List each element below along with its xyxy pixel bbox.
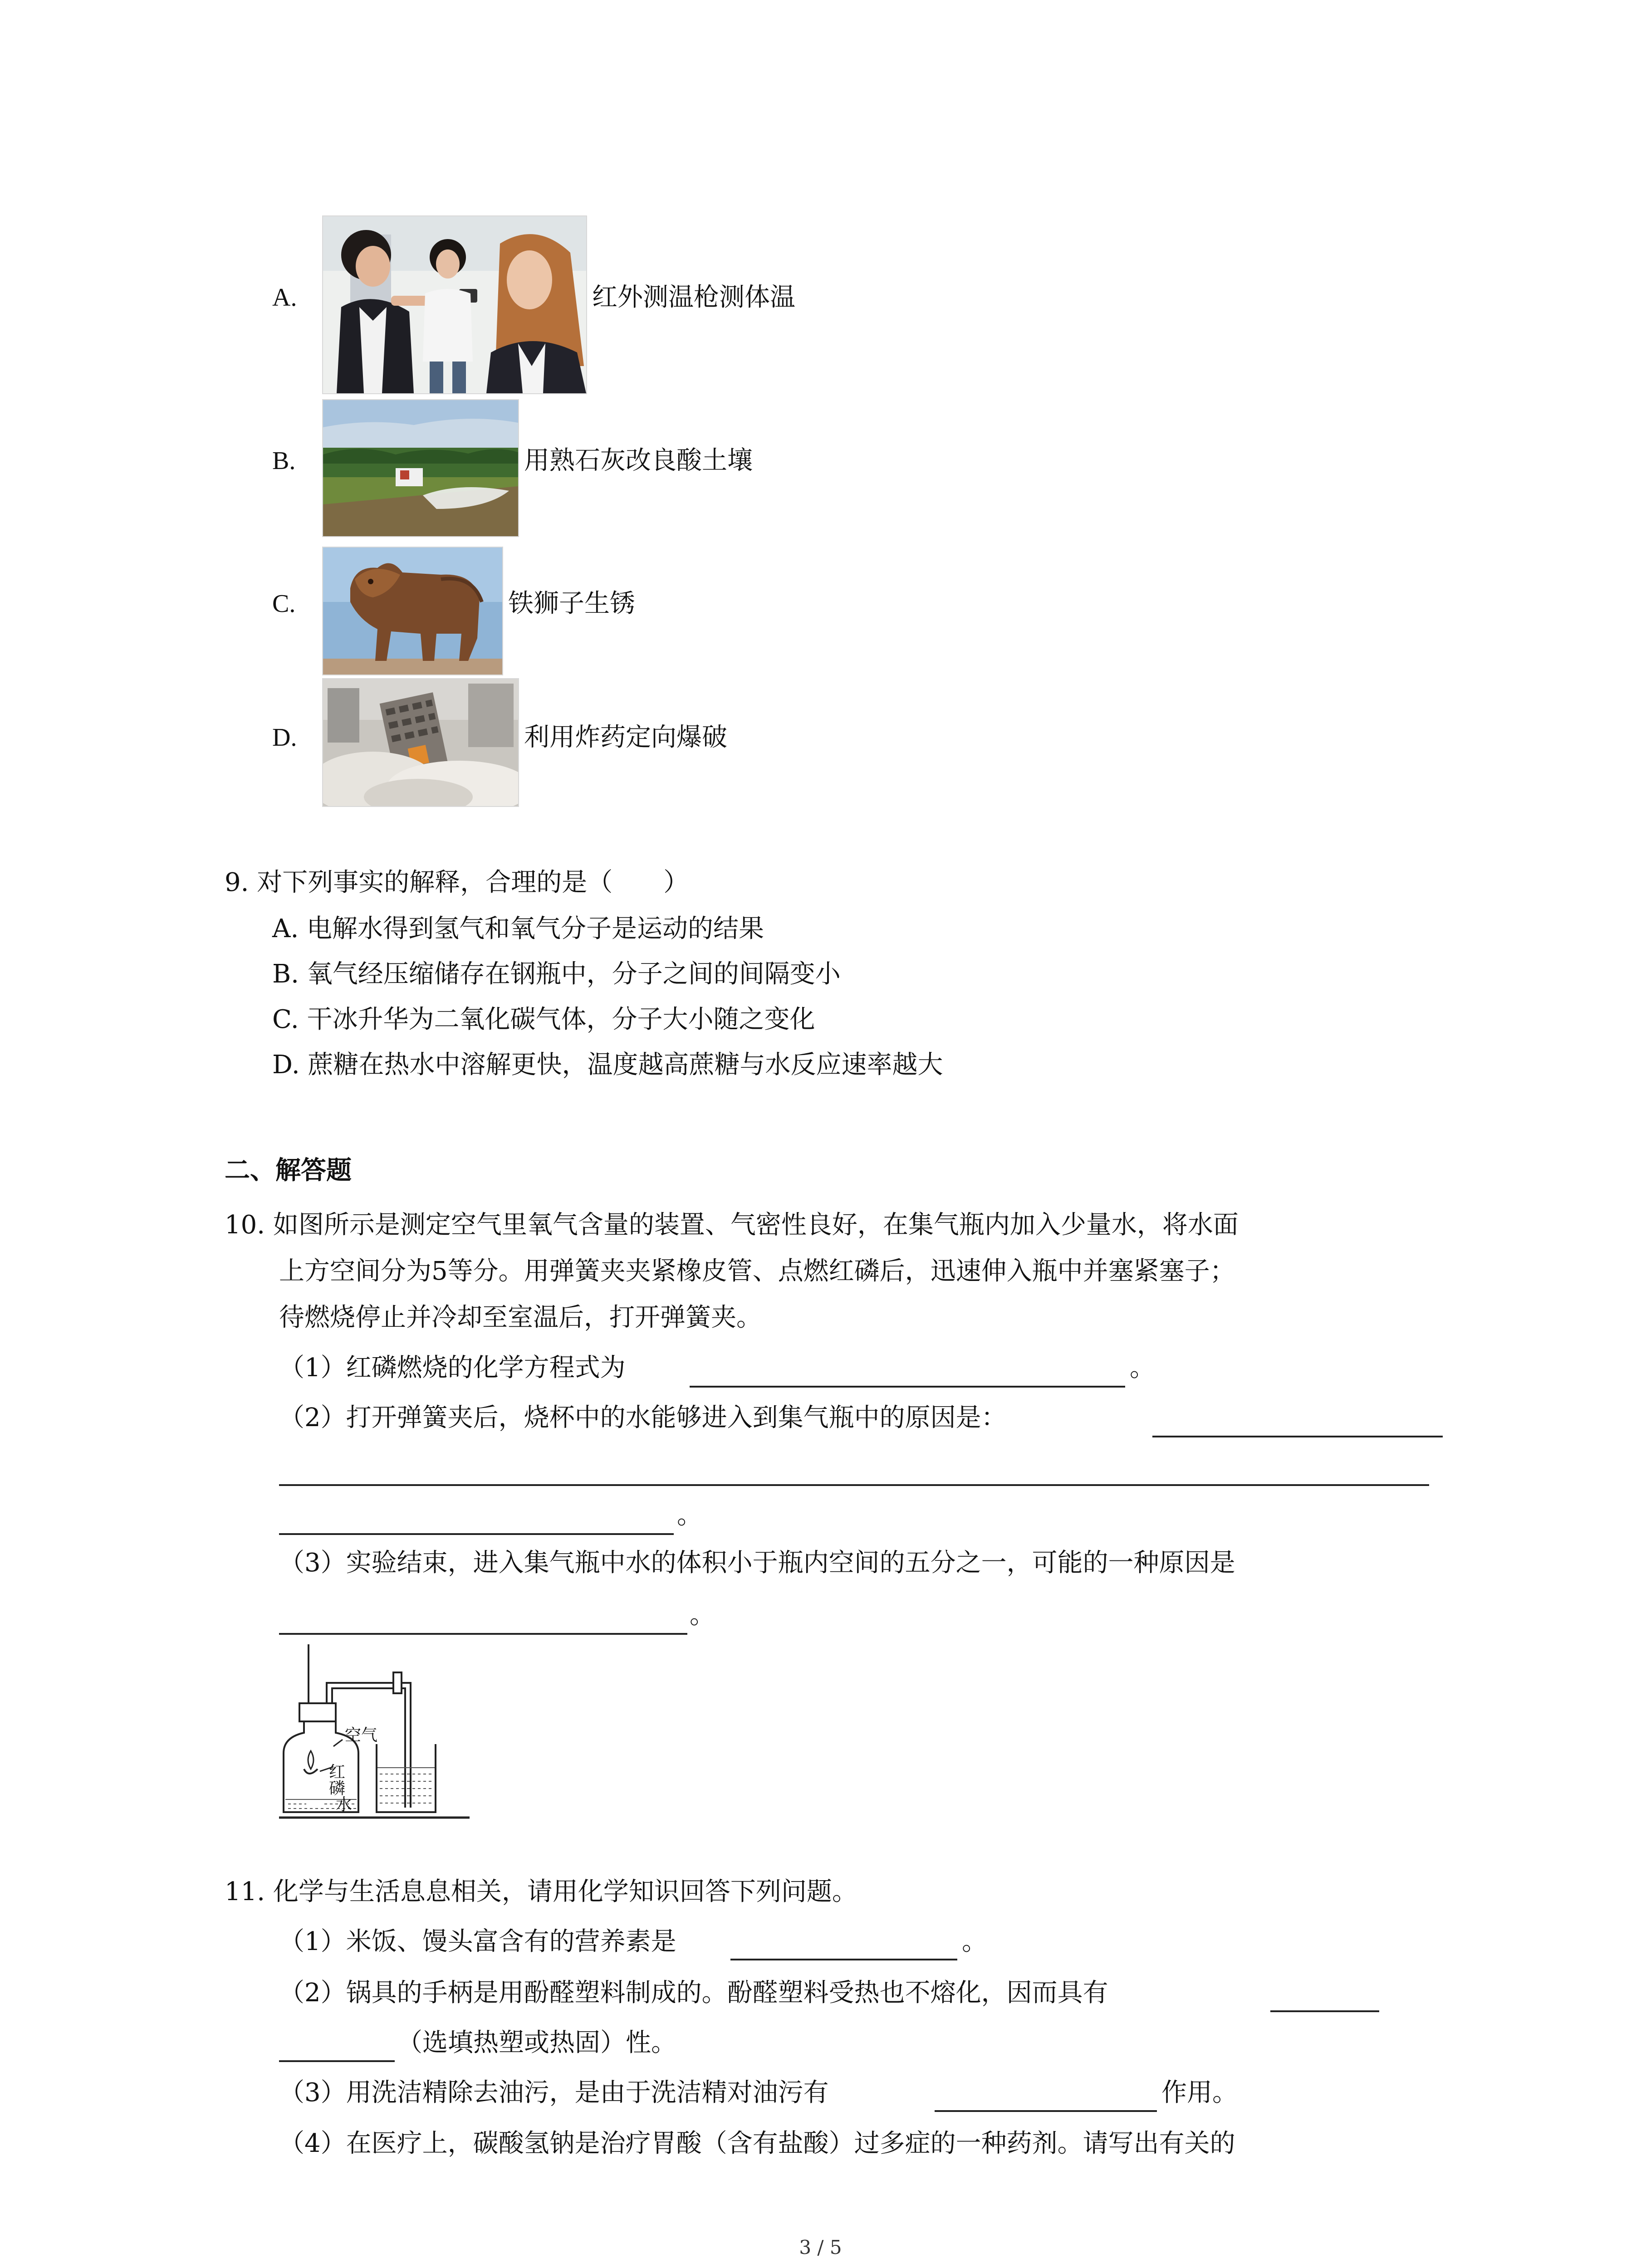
q11-part-1: （1）米饭、馒头富含有的营养素是 (279, 1927, 676, 1956)
q11-part-4: （4）在医疗上，碳酸氢钠是治疗胃酸（含有盐酸）过多症的一种药剂。请写出有关的 (279, 2129, 1235, 2158)
photo-demolition-blast (322, 678, 519, 807)
q10-part-2-answer-blank-2[interactable] (279, 1484, 1429, 1486)
diagram-label-air: 空气 (345, 1726, 378, 1745)
q11-part-2-line-1: （2）锅具的手柄是用酚醛塑料制成的。酚醛塑料受热也不熔化，因而具有 (279, 1978, 1108, 2008)
q10-part-2-period: 。 (677, 1501, 702, 1530)
photo-field-lime-spreading (322, 399, 519, 537)
q10-stem-line-3: 待燃烧停止并冷却至室温后，打开弹簧夹。 (279, 1303, 762, 1332)
q9-option-d: D. 蔗糖在热水中溶解更快，温度越高蔗糖与水反应速率越大 (272, 1050, 943, 1080)
q8-option-c-letter: C. (272, 590, 296, 618)
q10-part-1: （1）红磷燃烧的化学方程式为 (279, 1353, 626, 1383)
q10-part-3-period: 。 (690, 1600, 715, 1630)
q11-part-3-after: 作用。 (1161, 2078, 1238, 2107)
q9-stem: 9. 对下列事实的解释，合理的是（ ） (225, 868, 689, 897)
q8-option-a-text: 红外测温枪测体温 (592, 283, 795, 312)
q10-part-1-answer-blank[interactable] (690, 1386, 1125, 1388)
q10-part-1-period: 。 (1130, 1353, 1155, 1383)
q8-option-d-letter: D. (272, 723, 297, 752)
q11-part-3-before: （3）用洗洁精除去油污，是由于洗洁精对油污有 (279, 2078, 829, 2107)
q11-part-2-line-2: （选填热塑或热固）性。 (397, 2028, 676, 2058)
q10-stem-line-1: 10. 如图所示是测定空气里氧气含量的装置、气密性良好，在集气瓶内加入少量水，将水面 (225, 1210, 1239, 1240)
q10-part-3-answer-blank[interactable] (279, 1633, 687, 1635)
section-title: 二、解答题 (225, 1156, 352, 1185)
q10-part-2-answer-blank-1[interactable] (1152, 1436, 1443, 1437)
q8-option-b-text: 用熟石灰改良酸土壤 (524, 446, 753, 475)
q8-option-d-text: 利用炸药定向爆破 (524, 723, 727, 752)
q9-option-a: A. 电解水得到氢气和氧气分子是运动的结果 (272, 914, 764, 943)
q10-stem-line-2: 上方空间分为5等分。用弹簧夹夹紧橡皮管、点燃红磷后，迅速伸入瓶中并塞紧塞子； (279, 1256, 1235, 1286)
q11-part-2-answer-blank-2[interactable] (279, 2060, 395, 2062)
diagram-label-phosphorus: 红磷 (326, 1763, 345, 1796)
q11-part-2-answer-blank-1[interactable] (1270, 2010, 1379, 2012)
q8-option-c-text: 铁狮子生锈 (508, 589, 635, 618)
page-number: 3 / 5 (799, 2236, 842, 2258)
diagram-label-water: 水 (336, 1795, 353, 1814)
q8-option-a-letter: A. (272, 284, 297, 312)
q10-part-3: （3）实验结束，进入集气瓶中水的体积小于瓶内空间的五分之一，可能的一种原因是 (279, 1548, 1235, 1578)
photo-iron-lion-statue (322, 547, 503, 675)
photo-thermometer-gun (322, 215, 587, 394)
oxygen-measurement-apparatus-diagram (279, 1640, 479, 1821)
q11-stem: 11. 化学与生活息息相关，请用化学知识回答下列问题。 (225, 1877, 857, 1906)
q11-part-1-period: 。 (962, 1927, 987, 1956)
q11-part-3-answer-blank[interactable] (935, 2110, 1157, 2112)
q11-part-1-answer-blank[interactable] (730, 1959, 957, 1960)
q10-part-2: （2）打开弹簧夹后，烧杯中的水能够进入到集气瓶中的原因是： (279, 1403, 1007, 1432)
q9-option-b: B. 氧气经压缩储存在钢瓶中，分子之间的间隔变小 (272, 959, 841, 989)
q9-option-c: C. 干冰升华为二氧化碳气体，分子大小随之变化 (272, 1005, 815, 1034)
q8-option-b-letter: B. (272, 447, 296, 475)
q10-part-2-answer-blank-3[interactable] (279, 1533, 674, 1535)
